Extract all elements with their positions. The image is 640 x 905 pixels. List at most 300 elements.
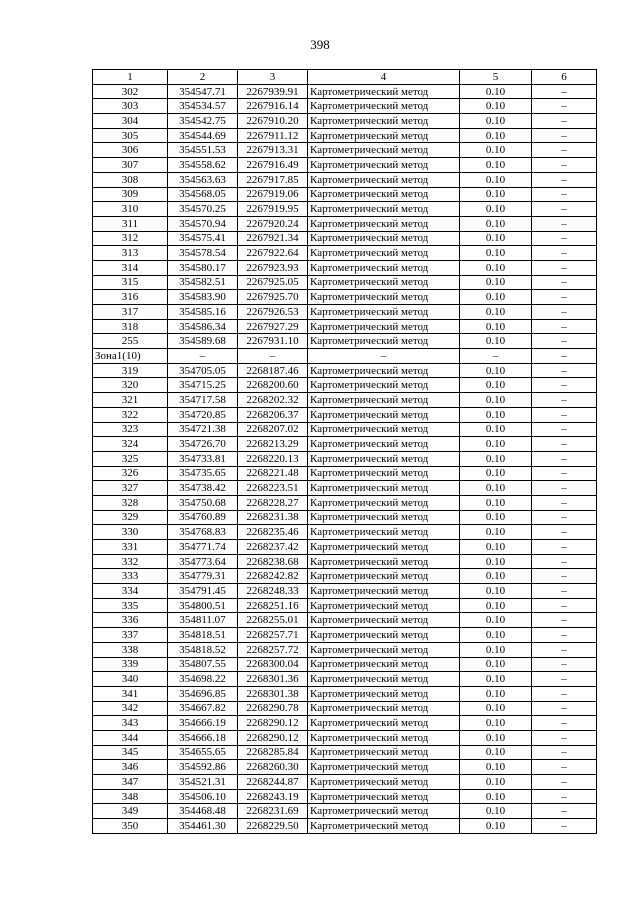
table-row <box>93 158 597 173</box>
table-row <box>93 569 597 584</box>
table-cell: 333 <box>93 569 168 584</box>
table-cell: 354575.41 <box>168 231 238 246</box>
table-cell: 307 <box>93 158 168 173</box>
table-cell: 310 <box>93 202 168 217</box>
table-cell: 0.10 <box>460 686 532 701</box>
table-cell: Картометрический метод <box>308 393 460 408</box>
table-cell: – <box>532 422 597 437</box>
table-cell: 2268257.71 <box>238 628 308 643</box>
table-cell: Картометрический метод <box>308 481 460 496</box>
table-row <box>93 334 597 349</box>
table-cell: 336 <box>93 613 168 628</box>
table-cell: 0.10 <box>460 804 532 819</box>
table-cell: 0.10 <box>460 540 532 555</box>
table-cell: 0.10 <box>460 319 532 334</box>
table-cell: 2268290.78 <box>238 701 308 716</box>
table-cell: – <box>532 510 597 525</box>
table-row <box>93 672 597 687</box>
table-cell: – <box>532 187 597 202</box>
table-cell: – <box>532 231 597 246</box>
table-cell: – <box>532 84 597 99</box>
table-cell: 2268229.50 <box>238 819 308 834</box>
table-cell: 354738.42 <box>168 481 238 496</box>
table-row <box>93 554 597 569</box>
table-cell: 354818.51 <box>168 628 238 643</box>
table-cell: 304 <box>93 114 168 129</box>
table-cell: 354771.74 <box>168 540 238 555</box>
table-cell: 337 <box>93 628 168 643</box>
table-cell: 2267925.70 <box>238 290 308 305</box>
table-cell: Картометрический метод <box>308 598 460 613</box>
table-cell: 354542.75 <box>168 114 238 129</box>
table-cell: 350 <box>93 819 168 834</box>
table-cell: 0.10 <box>460 143 532 158</box>
table-cell: 334 <box>93 584 168 599</box>
table-cell: 0.10 <box>460 495 532 510</box>
table-cell: 0.10 <box>460 819 532 834</box>
table-cell: 327 <box>93 481 168 496</box>
table-cell: Картометрический метод <box>308 319 460 334</box>
table-cell: 2268248.33 <box>238 584 308 599</box>
table-cell: – <box>532 628 597 643</box>
table-row <box>93 510 597 525</box>
table-cell: – <box>532 760 597 775</box>
table-cell: 2267921.34 <box>238 231 308 246</box>
table-cell: 0.10 <box>460 789 532 804</box>
table-cell: 354521.31 <box>168 775 238 790</box>
table-cell: 0.10 <box>460 745 532 760</box>
table-cell: 354807.55 <box>168 657 238 672</box>
table-cell: – <box>532 305 597 320</box>
table-cell: Картометрический метод <box>308 701 460 716</box>
table-cell: 0.10 <box>460 202 532 217</box>
table-row <box>93 525 597 540</box>
table-cell: 2268285.84 <box>238 745 308 760</box>
table-row <box>93 363 597 378</box>
table-cell: 2268187.46 <box>238 363 308 378</box>
table-cell: 354592.86 <box>168 760 238 775</box>
table-row <box>93 686 597 701</box>
table-cell: 2268301.38 <box>238 686 308 701</box>
table-cell: – <box>532 216 597 231</box>
table-cell: 354468.48 <box>168 804 238 819</box>
table-cell: – <box>532 202 597 217</box>
table-row <box>93 216 597 231</box>
table-cell: 2267916.14 <box>238 99 308 114</box>
table-row <box>93 819 597 834</box>
table-cell: 354534.57 <box>168 99 238 114</box>
table-cell: 0.10 <box>460 510 532 525</box>
table-cell: – <box>532 716 597 731</box>
table-cell: 354570.25 <box>168 202 238 217</box>
table-cell: 315 <box>93 275 168 290</box>
table-cell: 2268243.19 <box>238 789 308 804</box>
table-cell: 2268202.32 <box>238 393 308 408</box>
table-cell: 325 <box>93 451 168 466</box>
table-cell: 354558.62 <box>168 158 238 173</box>
table-cell: 0.10 <box>460 760 532 775</box>
header-cell: 4 <box>308 70 460 85</box>
table-cell: Картометрический метод <box>308 84 460 99</box>
table-cell: 339 <box>93 657 168 672</box>
table-row <box>93 481 597 496</box>
table-cell: 2267917.85 <box>238 172 308 187</box>
table-cell: Картометрический метод <box>308 716 460 731</box>
table-cell: 2267927.29 <box>238 319 308 334</box>
table-cell: 0.10 <box>460 422 532 437</box>
table-row <box>93 540 597 555</box>
table-cell: – <box>532 642 597 657</box>
table-cell: 2268290.12 <box>238 730 308 745</box>
table-cell: 328 <box>93 495 168 510</box>
table-cell: 354667.82 <box>168 701 238 716</box>
table-cell: 0.10 <box>460 628 532 643</box>
table-row <box>93 202 597 217</box>
header-cell: 3 <box>238 70 308 85</box>
table-row <box>93 275 597 290</box>
table-cell: 354779.31 <box>168 569 238 584</box>
table-cell: 323 <box>93 422 168 437</box>
table-cell: Картометрический метод <box>308 260 460 275</box>
table-cell: – <box>532 466 597 481</box>
table-cell: Картометрический метод <box>308 819 460 834</box>
table-row <box>93 172 597 187</box>
table-cell: Картометрический метод <box>308 510 460 525</box>
table-row <box>93 804 597 819</box>
table-cell: Картометрический метод <box>308 128 460 143</box>
table-cell: 305 <box>93 128 168 143</box>
table-cell: 354589.68 <box>168 334 238 349</box>
table-cell: 0.10 <box>460 114 532 129</box>
table-cell: Картометрический метод <box>308 363 460 378</box>
table-cell: 2268200.60 <box>238 378 308 393</box>
table-cell: 324 <box>93 437 168 452</box>
header-cell: 5 <box>460 70 532 85</box>
table-cell: Картометрический метод <box>308 657 460 672</box>
table-cell: 354582.51 <box>168 275 238 290</box>
table-cell: Картометрический метод <box>308 775 460 790</box>
table-row <box>93 305 597 320</box>
table-row <box>93 99 597 114</box>
table-cell: Картометрический метод <box>308 114 460 129</box>
table-cell: 2268228.27 <box>238 495 308 510</box>
table-cell: 2268237.42 <box>238 540 308 555</box>
table-row <box>93 657 597 672</box>
table-cell: 354818.52 <box>168 642 238 657</box>
table-cell: 354760.89 <box>168 510 238 525</box>
table-cell: 2268255.01 <box>238 613 308 628</box>
table-cell: Картометрический метод <box>308 143 460 158</box>
table-row <box>93 319 597 334</box>
table-cell: 345 <box>93 745 168 760</box>
table-cell: Картометрический метод <box>308 305 460 320</box>
table-cell: 349 <box>93 804 168 819</box>
table-cell: 354585.16 <box>168 305 238 320</box>
table-cell: 2267925.05 <box>238 275 308 290</box>
table-cell: – <box>532 745 597 760</box>
table-cell: 2267913.31 <box>238 143 308 158</box>
table-cell: Картометрический метод <box>308 760 460 775</box>
table-cell: – <box>532 804 597 819</box>
table-cell: 354717.58 <box>168 393 238 408</box>
table-row <box>93 290 597 305</box>
table-row <box>93 745 597 760</box>
table-cell: 2268251.16 <box>238 598 308 613</box>
table-cell: 316 <box>93 290 168 305</box>
table-cell: 2267920.24 <box>238 216 308 231</box>
table-cell: 354768.83 <box>168 525 238 540</box>
table-cell: 0.10 <box>460 334 532 349</box>
table-cell: – <box>460 349 532 364</box>
table-row <box>93 349 597 364</box>
table-cell: 311 <box>93 216 168 231</box>
table-cell: Картометрический метод <box>308 569 460 584</box>
table-cell: Картометрический метод <box>308 158 460 173</box>
table-cell: Картометрический метод <box>308 246 460 261</box>
table-cell: – <box>532 525 597 540</box>
table-cell: 2268244.87 <box>238 775 308 790</box>
table-cell: 354563.63 <box>168 172 238 187</box>
table-cell: Картометрический метод <box>308 437 460 452</box>
table-cell: 2267916.49 <box>238 158 308 173</box>
table-cell: 0.10 <box>460 672 532 687</box>
table-cell: 0.10 <box>460 451 532 466</box>
table-cell: 2267911.12 <box>238 128 308 143</box>
table-cell: – <box>532 819 597 834</box>
table-cell: Картометрический метод <box>308 187 460 202</box>
table-row <box>93 114 597 129</box>
table-cell: 0.10 <box>460 158 532 173</box>
header-cell: 6 <box>532 70 597 85</box>
table-row <box>93 789 597 804</box>
table-cell: 354547.71 <box>168 84 238 99</box>
table-cell: 330 <box>93 525 168 540</box>
table-cell: 0.10 <box>460 466 532 481</box>
table-row <box>93 393 597 408</box>
table-cell: Картометрический метод <box>308 730 460 745</box>
table-cell: 354750.68 <box>168 495 238 510</box>
table-cell: 0.10 <box>460 407 532 422</box>
table-cell: 354586.34 <box>168 319 238 334</box>
table-row <box>93 260 597 275</box>
table-cell: 0.10 <box>460 216 532 231</box>
table-cell: 0.10 <box>460 305 532 320</box>
table-cell: 0.10 <box>460 187 532 202</box>
table-row <box>93 128 597 143</box>
table-cell: – <box>532 334 597 349</box>
table-row <box>93 187 597 202</box>
table-cell: 2268207.02 <box>238 422 308 437</box>
table-cell: – <box>238 349 308 364</box>
table-cell: Картометрический метод <box>308 495 460 510</box>
table-cell: 0.10 <box>460 363 532 378</box>
table-cell: 2268231.38 <box>238 510 308 525</box>
table-cell: Зона1(10) <box>93 349 168 364</box>
table-row <box>93 495 597 510</box>
table-cell: 0.10 <box>460 231 532 246</box>
table-cell: – <box>532 172 597 187</box>
table-cell: 308 <box>93 172 168 187</box>
table-cell: – <box>308 349 460 364</box>
table-cell: Картометрический метод <box>308 202 460 217</box>
table-cell: 312 <box>93 231 168 246</box>
table-cell: 320 <box>93 378 168 393</box>
table-cell: Картометрический метод <box>308 378 460 393</box>
table-cell: – <box>532 686 597 701</box>
table-cell: 0.10 <box>460 246 532 261</box>
table-cell: 2267910.20 <box>238 114 308 129</box>
table-cell: 332 <box>93 554 168 569</box>
table-cell: 0.10 <box>460 172 532 187</box>
table-cell: – <box>532 275 597 290</box>
table-cell: Картометрический метод <box>308 99 460 114</box>
table-cell: – <box>532 128 597 143</box>
table-cell: 317 <box>93 305 168 320</box>
table-cell: 2267931.10 <box>238 334 308 349</box>
table-cell: 354791.45 <box>168 584 238 599</box>
table-cell: 0.10 <box>460 128 532 143</box>
table-cell: 354655.65 <box>168 745 238 760</box>
table-cell: – <box>532 451 597 466</box>
table-cell: 354800.51 <box>168 598 238 613</box>
header-cell: 1 <box>93 70 168 85</box>
table-cell: 302 <box>93 84 168 99</box>
table-cell: Картометрический метод <box>308 422 460 437</box>
table-cell: – <box>532 246 597 261</box>
table-cell: Картометрический метод <box>308 231 460 246</box>
table-row <box>93 422 597 437</box>
table-cell: Картометрический метод <box>308 216 460 231</box>
table-cell: 0.10 <box>460 613 532 628</box>
table-row <box>93 598 597 613</box>
table-cell: 335 <box>93 598 168 613</box>
table-cell: 2268260.30 <box>238 760 308 775</box>
table-cell: – <box>532 540 597 555</box>
table-cell: Картометрический метод <box>308 407 460 422</box>
table-cell: 354570.94 <box>168 216 238 231</box>
table-cell: Картометрический метод <box>308 745 460 760</box>
table-cell: Картометрический метод <box>308 466 460 481</box>
table-cell: 354666.19 <box>168 716 238 731</box>
table-cell: 354811.07 <box>168 613 238 628</box>
table-row <box>93 143 597 158</box>
table-cell: 2268238.68 <box>238 554 308 569</box>
table-cell: 338 <box>93 642 168 657</box>
table-cell: 326 <box>93 466 168 481</box>
table-cell: 0.10 <box>460 437 532 452</box>
table-cell: 2268206.37 <box>238 407 308 422</box>
table-cell: 0.10 <box>460 598 532 613</box>
table-cell: – <box>532 363 597 378</box>
table-cell: 0.10 <box>460 657 532 672</box>
table-cell: Картометрический метод <box>308 789 460 804</box>
table-cell: 341 <box>93 686 168 701</box>
table-row <box>93 584 597 599</box>
table-row <box>93 378 597 393</box>
table-cell: 2268220.13 <box>238 451 308 466</box>
table-cell: – <box>532 437 597 452</box>
table-cell: 2267923.93 <box>238 260 308 275</box>
table-cell: 2267919.06 <box>238 187 308 202</box>
table-cell: Картометрический метод <box>308 613 460 628</box>
table-cell: Картометрический метод <box>308 554 460 569</box>
table-cell: – <box>532 349 597 364</box>
table-cell: – <box>532 613 597 628</box>
table-cell: Картометрический метод <box>308 540 460 555</box>
table-cell: 344 <box>93 730 168 745</box>
table-cell: 0.10 <box>460 584 532 599</box>
table-cell: 354580.17 <box>168 260 238 275</box>
table-cell: 0.10 <box>460 716 532 731</box>
table-cell: – <box>532 260 597 275</box>
table-cell: Картометрический метод <box>308 525 460 540</box>
table-cell: 2267926.53 <box>238 305 308 320</box>
table-cell: 0.10 <box>460 775 532 790</box>
table-cell: – <box>532 158 597 173</box>
table-row <box>93 451 597 466</box>
table-cell: – <box>532 789 597 804</box>
table-cell: 0.10 <box>460 554 532 569</box>
table-row <box>93 84 597 99</box>
table-cell: Картометрический метод <box>308 672 460 687</box>
table-cell: – <box>532 481 597 496</box>
table-cell: – <box>532 99 597 114</box>
table-cell: 2268257.72 <box>238 642 308 657</box>
table-cell: 2268213.29 <box>238 437 308 452</box>
table-cell: – <box>532 319 597 334</box>
table-cell: 0.10 <box>460 481 532 496</box>
table-cell: 354544.69 <box>168 128 238 143</box>
table-cell: – <box>532 730 597 745</box>
table-row <box>93 246 597 261</box>
table-header-row <box>93 70 597 85</box>
table-cell: 303 <box>93 99 168 114</box>
table-cell: – <box>532 657 597 672</box>
table-row <box>93 716 597 731</box>
table-cell: Картометрический метод <box>308 628 460 643</box>
table-cell: 342 <box>93 701 168 716</box>
table-cell: 354698.22 <box>168 672 238 687</box>
table-row <box>93 407 597 422</box>
table-cell: 0.10 <box>460 378 532 393</box>
table-row <box>93 775 597 790</box>
table-cell: – <box>532 569 597 584</box>
table-cell: 0.10 <box>460 569 532 584</box>
table-row <box>93 760 597 775</box>
table-cell: 348 <box>93 789 168 804</box>
table-cell: 0.10 <box>460 393 532 408</box>
table-cell: 354506.10 <box>168 789 238 804</box>
table-cell: – <box>532 701 597 716</box>
table-row <box>93 701 597 716</box>
table-cell: 354721.38 <box>168 422 238 437</box>
table-cell: 340 <box>93 672 168 687</box>
table-cell: 2267922.64 <box>238 246 308 261</box>
table-cell: 0.10 <box>460 290 532 305</box>
table-cell: 354773.64 <box>168 554 238 569</box>
table-cell: 354726.70 <box>168 437 238 452</box>
table-cell: – <box>532 775 597 790</box>
table-cell: 354720.85 <box>168 407 238 422</box>
table-cell: 2268301.36 <box>238 672 308 687</box>
table-cell: 0.10 <box>460 275 532 290</box>
table-cell: Картометрический метод <box>308 686 460 701</box>
table-cell: – <box>532 495 597 510</box>
table-cell: 0.10 <box>460 730 532 745</box>
table-cell: 0.10 <box>460 701 532 716</box>
table-cell: 321 <box>93 393 168 408</box>
table-row <box>93 730 597 745</box>
